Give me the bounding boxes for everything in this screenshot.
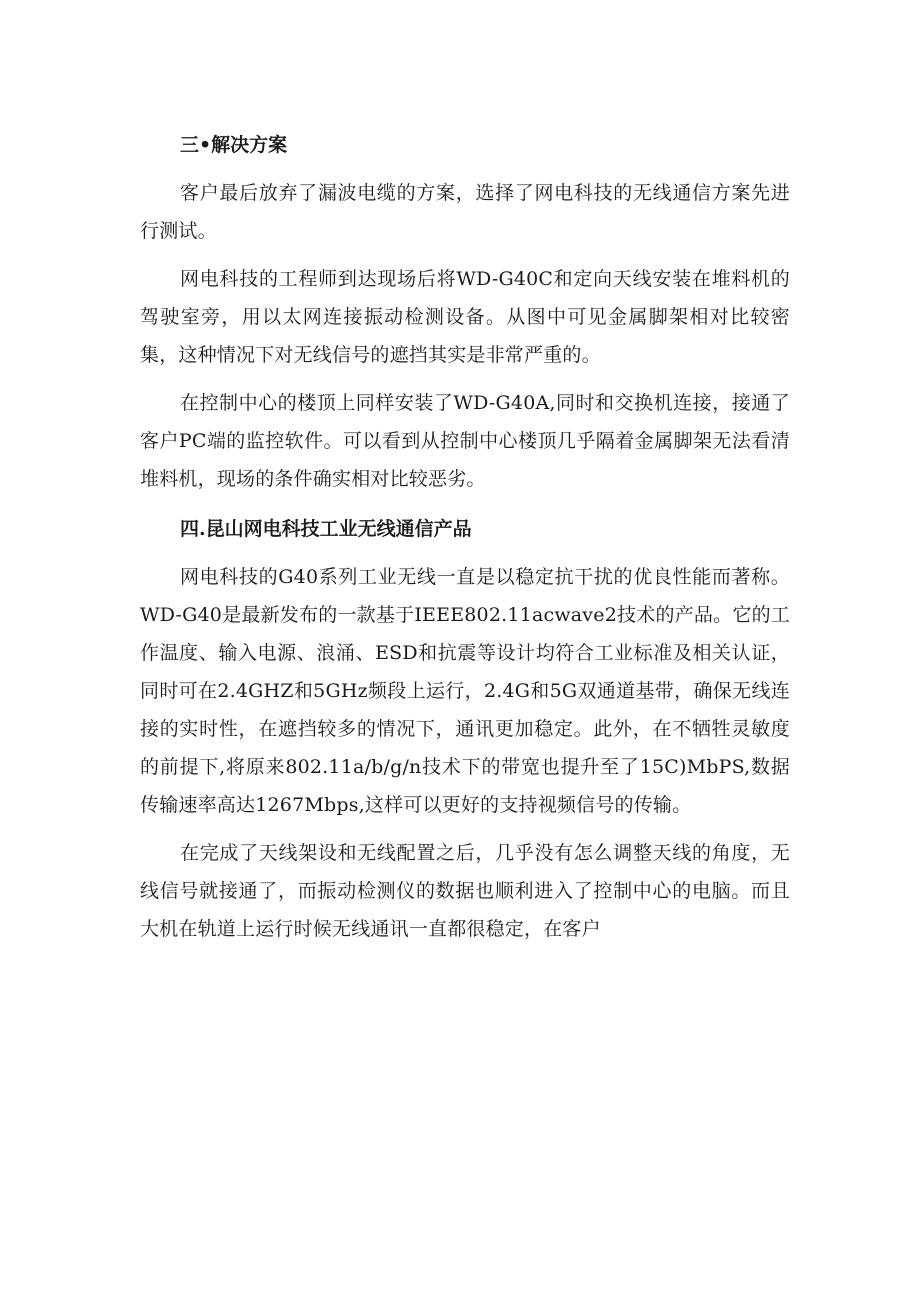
paragraph-installation: 网电科技的工程师到达现场后将WD-G40C和定向天线安装在堆料机的驾驶室旁，用以太网连接振动检测设备。从图中可见金属脚架相对比较密集，这种情况下对无线信号的遮挡其实是非常严重的。 <box>140 268 790 366</box>
paragraph-control-center: 在控制中心的楼顶上同样安装了WD-G40A,同时和交换机连接，接通了客户PC端的监控软件。可以看到从控制中心楼顶几乎隔着金属脚架无法看清堆料机，现场的条件确实相对比较恶劣。 <box>140 392 790 490</box>
paragraph-solution-choice: 客户最后放弃了漏波电缆的方案，选择了网电科技的无线通信方案先进行测试。 <box>140 182 790 242</box>
paragraph-g40-description: 网电科技的G40系列工业无线一直是以稳定抗干扰的优良性能而著称。WD-G40是最新发布的一款基于IEEE802.11acwave2技术的产品。它的工作温度、输入电源、浪涌、ESD和抗震等设计均符合工业标准及相关认证，同时可在2.4GHZ和5GHz频段上运行，2.4G和5G双通道基带，确保无线连接的实时性，在遮挡较多的情况下，通讯更加稳定。此外，在不牺牲灵敏度的前提下,将原来802.11a/b/g/n技术下的带宽也提升至了15C)MbPS,数据传输速率高达1267Mbps,这样可以更好的支持视频信号的传输。 <box>140 566 790 816</box>
section-heading-products: 四.昆山网电科技工业无线通信产品 <box>180 518 472 540</box>
document-body <box>140 126 790 958</box>
paragraph-result: 在完成了天线架设和无线配置之后，几乎没有怎么调整天线的角度，无线信号就接通了，而振动检测仪的数据也顺利进入了控制中心的电脑。而且大机在轨道上运行时候无线通讯一直都很稳定，在客户 <box>140 842 790 940</box>
section-heading-solution: 三•解决方案 <box>180 134 288 156</box>
